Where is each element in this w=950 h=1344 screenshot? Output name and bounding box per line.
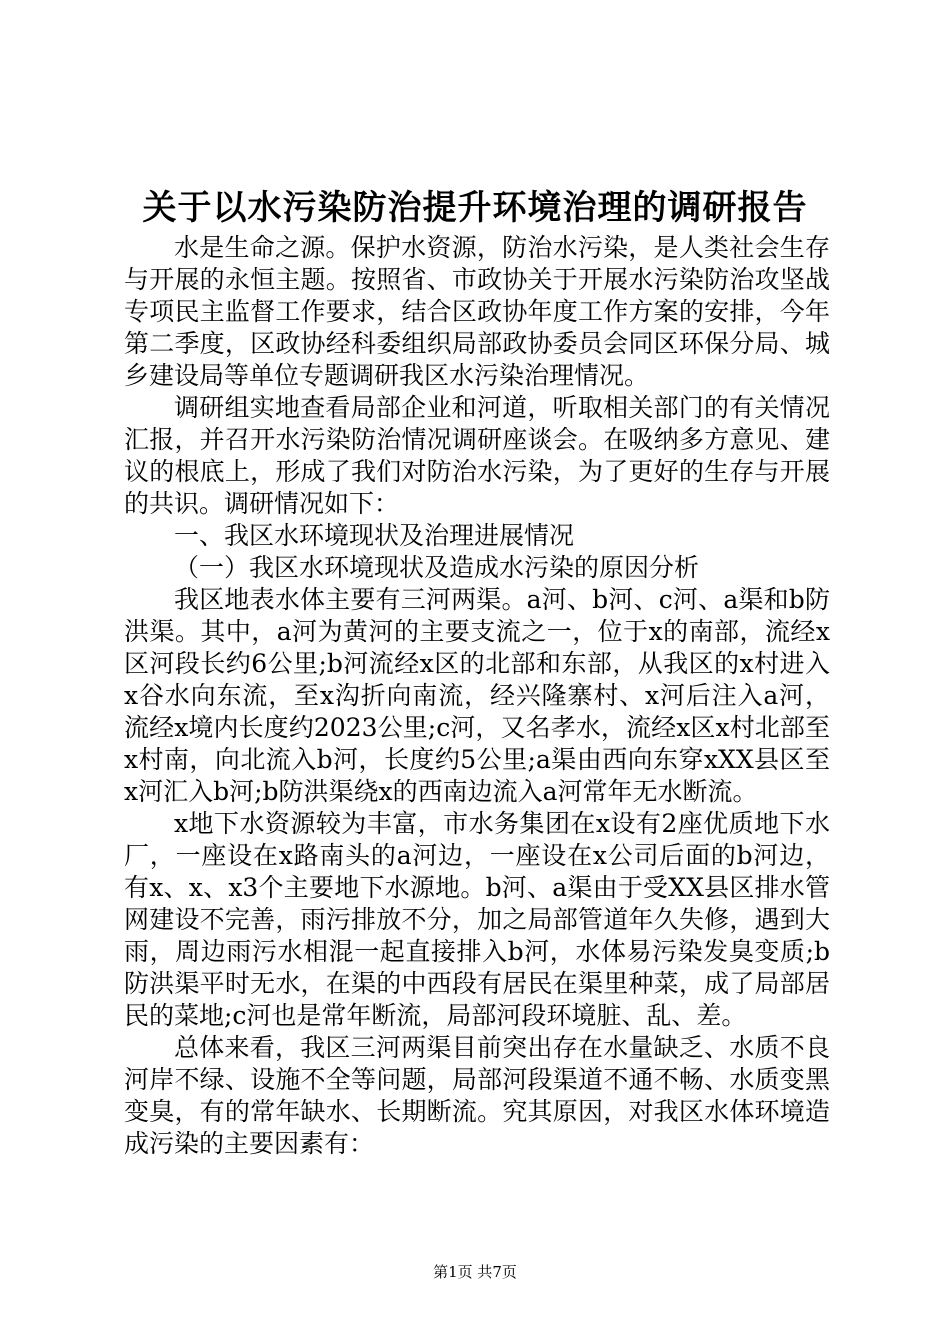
paragraph-intro: 水是生命之源。保护水资源，防治水污染，是人类社会生存与开展的永恒主题。按照省、市政协关于开展水污染防治攻坚战专项民主监督工作要求，结合区政协年度工作方案的安排，今年第二季度，区政协经科委组织局部政协委员会同区环保分局、城乡建设局等单位专题调研我区水污染治理情况。 [124, 233, 830, 390]
document-body [124, 232, 830, 1160]
paragraph-summary: 总体来看，我区三河两渠目前突出存在水量缺乏、水质不良河岸不绿、设施不全等问题，局部河段渠道不通不畅、水质变黑变臭，有的常年缺水、长期断流。究其原因，对我区水体环境造成污染的主要因素有： [124, 1033, 830, 1158]
document-title: 关于以水污染防治提升环境治理的调研报告 [142, 188, 808, 228]
paragraph-groundwater: x地下水资源较为丰富，市水务集团在x设有2座优质地下水厂，一座设在x路南头的a河边，一座设在x公司后面的b河边，有x、x、x3个主要地下水源地。b河、a渠由于受XX县区排水管网建设不完善，雨污排放不分，加之局部管道年久失修，遇到大雨，周边雨污水相混一起直接排入b河，水体易污染发臭变质;b防洪渠平时无水，在渠的中西段有居民在渠里种菜，成了局部居民的菜地;c河也是常年断流，局部河段环境脏、乱、差。 [124, 809, 830, 1030]
paragraph-surface-water: 我区地表水体主要有三河两渠。a河、b河、c河、a渠和b防洪渠。其中，a河为黄河的主要支流之一，位于x的南部，流经x区河段长约6公里;b河流经x区的北部和东部，从我区的x村进入x谷水向东流，至x沟折向南流，经兴隆寨村、x河后注入a河，流经x境内长度约2023公里;c河，又名孝水，流经x区x村北部至x村南，向北流入b河，长度约5公里;a渠由西向东穿xXX县区至x河汇入b河;b防洪渠绕x的西南边流入a河常年无水断流。 [124, 585, 830, 806]
section-heading-1: 一、我区水环境现状及治理进展情况 [174, 521, 575, 550]
paragraph-survey: 调研组实地查看局部企业和河道，听取相关部门的有关情况汇报，并召开水污染防治情况调研座谈会。在吸纳多方意见、建议的根底上，形成了我们对防治水污染，为了更好的生存与开展的共识。调研情况如下： [124, 393, 830, 518]
page-footer: 第1页 共7页 [433, 1263, 517, 1281]
subsection-heading-1: （一）我区水环境现状及造成水污染的原因分析 [174, 553, 700, 582]
